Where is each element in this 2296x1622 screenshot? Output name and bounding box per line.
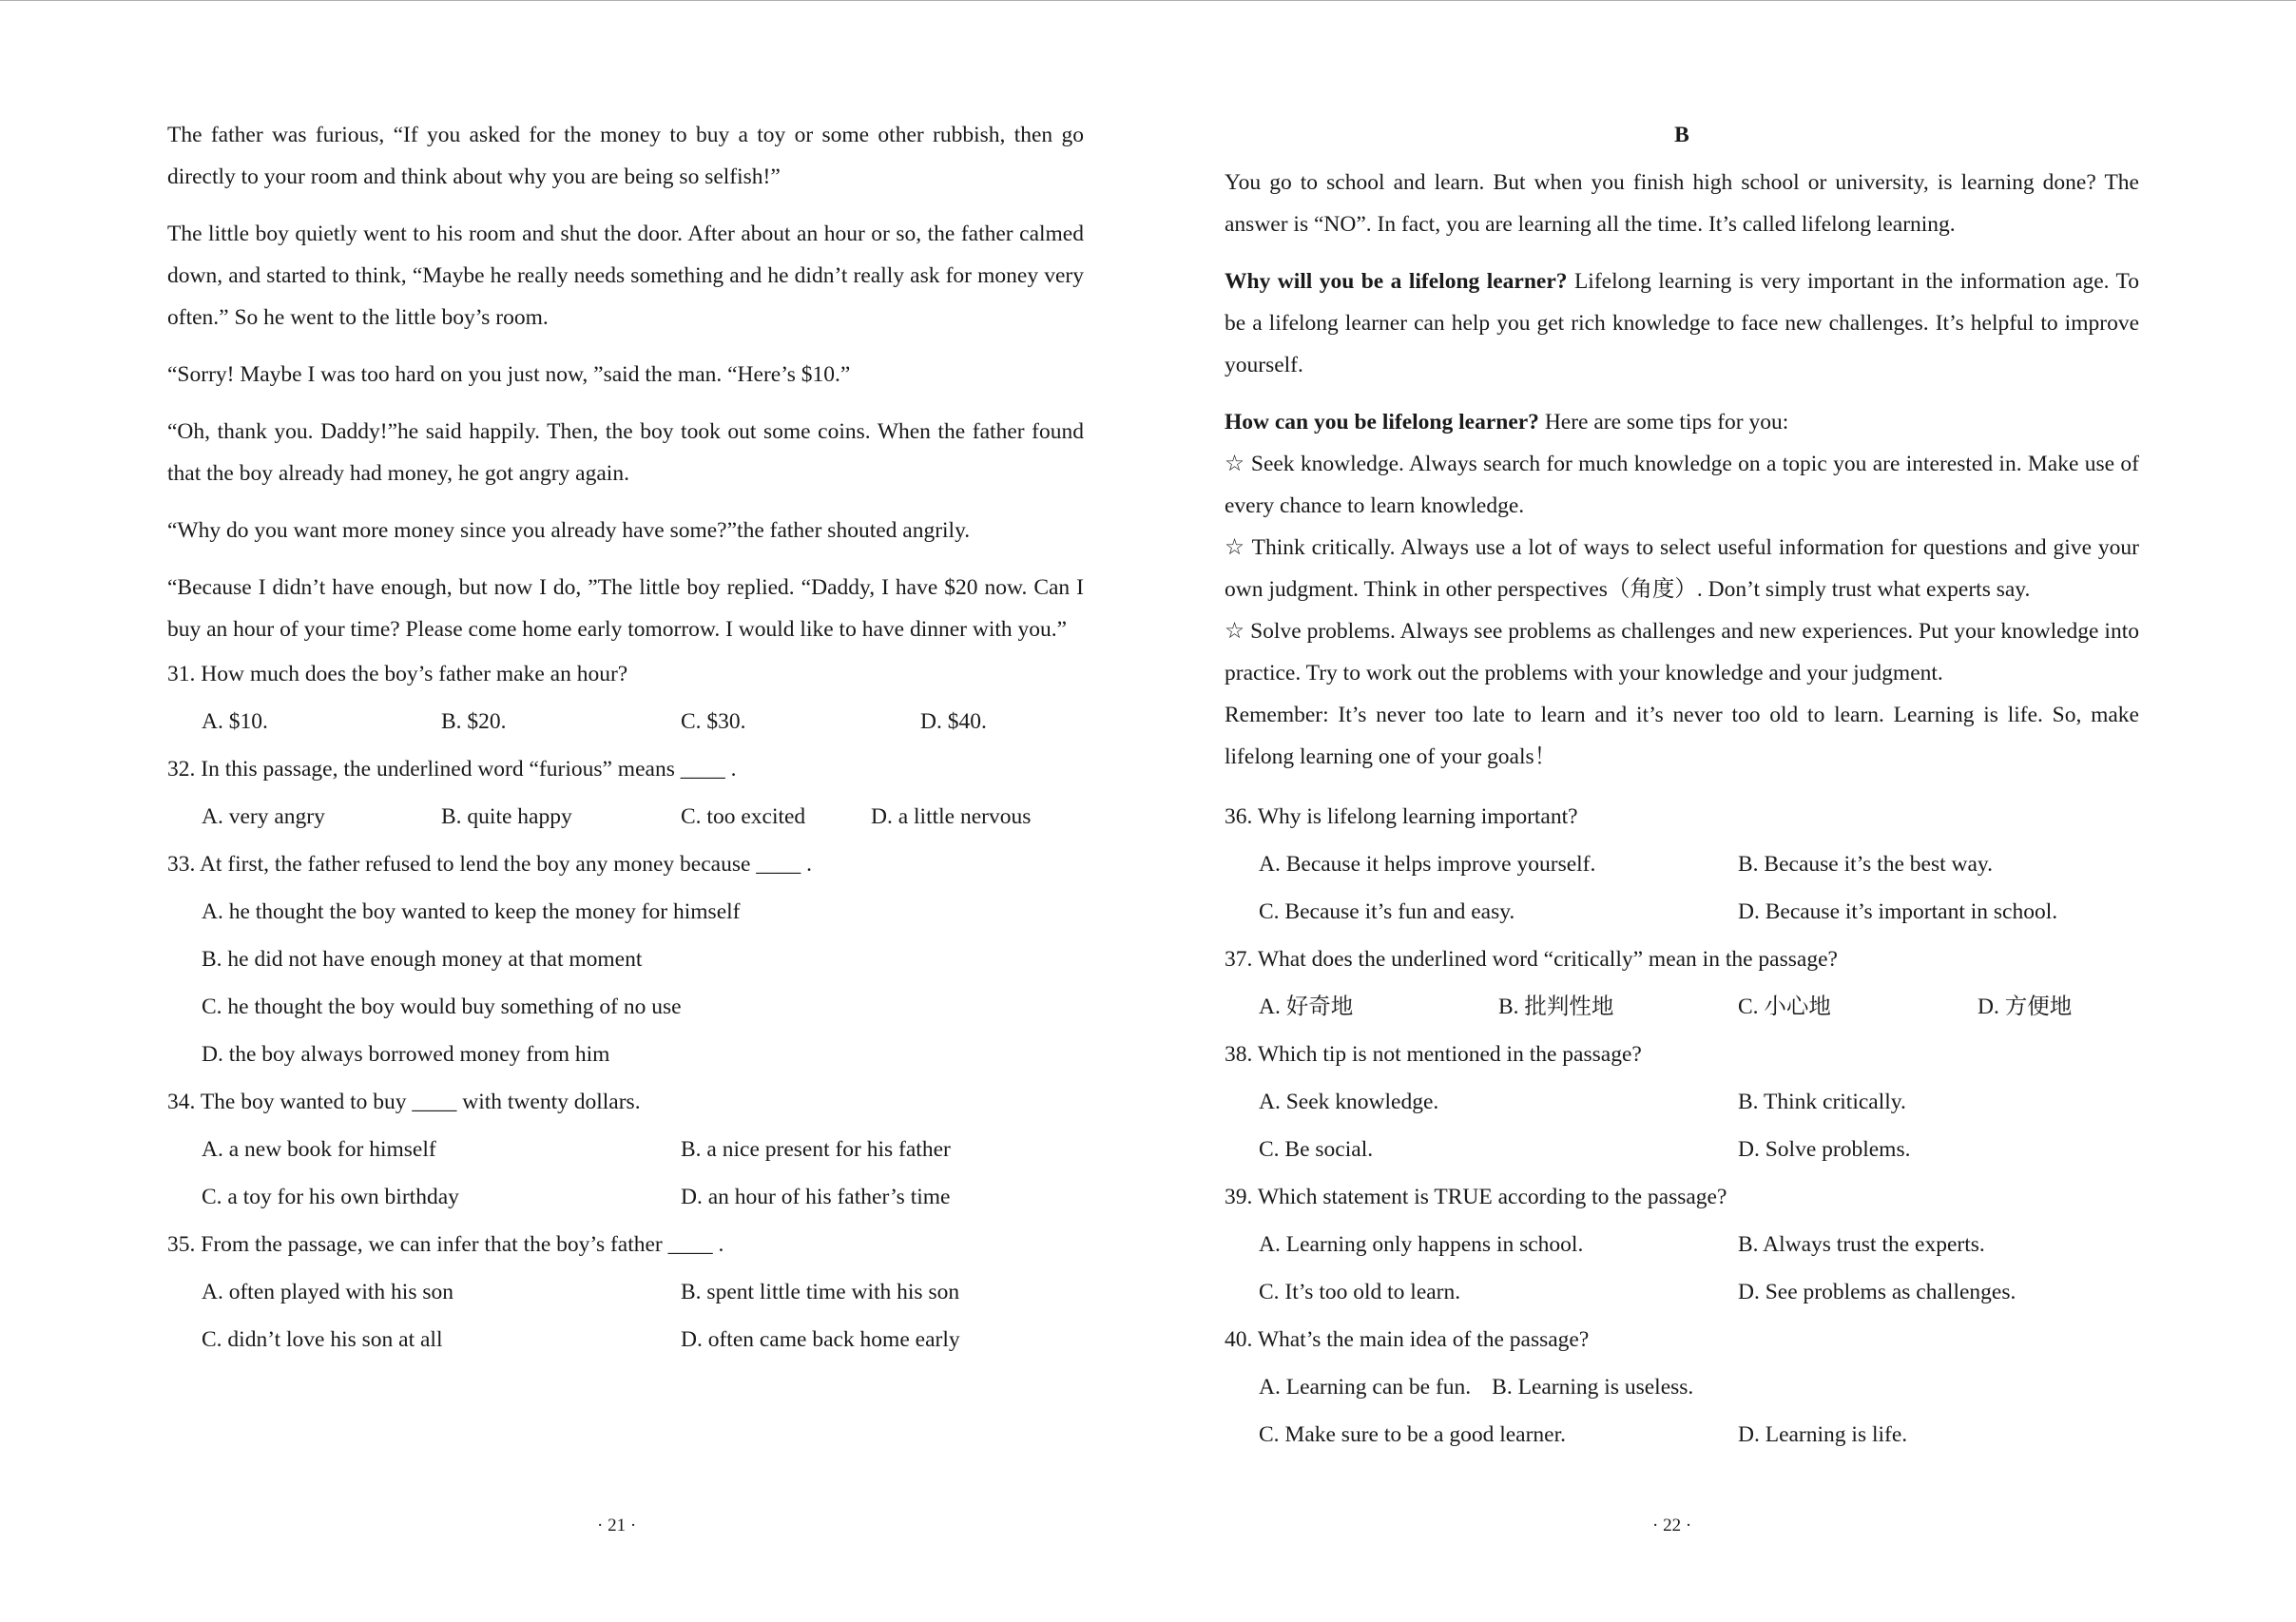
- why-paragraph: [1225, 261, 2139, 386]
- passage-paragraph: “Oh, thank you. Daddy!”he said happily. Then, the boy took out some coins. When the father found that the boy already had money, he got angry again.: [167, 419, 1084, 486]
- question-31: [167, 650, 1084, 745]
- option-b: B. Always trust the experts.: [1738, 1232, 1985, 1257]
- how-heading: How can you be lifelong learner?: [1225, 410, 1539, 434]
- option-row: [1259, 1268, 2139, 1316]
- option-b: B. Learning is useless.: [1492, 1375, 1694, 1400]
- tip-item: ☆ Solve problems. Always see problems as challenges and new experiences. Put your knowledge into practice. Try to work out the problems with your knowledge and your judgment.: [1225, 619, 2139, 685]
- option-c: C. 小心地: [1738, 994, 1831, 1019]
- question-stem: 34. The boy wanted to buy ____ with twenty dollars.: [167, 1090, 641, 1114]
- passage-paragraph: “Because I didn’t have enough, but now I do, ”The little boy replied. “Daddy, I have $20 now. Can I buy an hour of your time? Please come home early tomorrow. I would like to have dinner with you.”: [167, 575, 1084, 642]
- option-a: A. a new book for himself: [202, 1137, 436, 1162]
- option-c: C. didn’t love his son at all: [202, 1327, 443, 1352]
- option-a: A. Learning only happens in school.: [1259, 1232, 1584, 1257]
- question-stem: 39. Which statement is TRUE according to the passage?: [1225, 1185, 1727, 1209]
- option-d: D. Solve problems.: [1738, 1137, 1911, 1162]
- passage-paragraph: The father was furious, “If you asked for the money to buy a toy or some other rubbish, then go directly to your room and think about why you are being so selfish!”: [167, 123, 1084, 189]
- option-c: C. he thought the boy would buy something of no use: [202, 994, 682, 1019]
- option-row: [1259, 840, 2139, 888]
- option-a: A. Learning can be fun.: [1259, 1375, 1472, 1400]
- question-stem: 36. Why is lifelong learning important?: [1225, 804, 1578, 829]
- question-37: [1225, 936, 2139, 1031]
- option-d: D. Learning is life.: [1738, 1422, 1908, 1447]
- option-d: D. Because it’s important in school.: [1738, 899, 2058, 924]
- question-40: [1225, 1316, 2139, 1458]
- page-number-left: · 21 ·: [597, 1516, 637, 1535]
- option-a: A. 好奇地: [1259, 994, 1354, 1019]
- intro-paragraph: You go to school and learn. But when you finish high school or university, is learning done? The answer is “NO”. In fact, you are learning all the time. It’s called lifelong learning.: [1225, 170, 2139, 237]
- question-stem: 40. What’s the main idea of the passage?: [1225, 1327, 1590, 1352]
- option-row: [1259, 1221, 2139, 1268]
- option-b: B. Think critically.: [1738, 1090, 1906, 1114]
- option-c: C. Be social.: [1259, 1137, 1374, 1162]
- option-c: C. Because it’s fun and easy.: [1259, 899, 1515, 924]
- question-39: [1225, 1173, 2139, 1316]
- top-border: [0, 0, 2296, 1]
- option-d: D. the boy always borrowed money from him: [202, 1042, 610, 1067]
- question-stem: 35. From the passage, we can infer that the boy’s father ____ .: [167, 1232, 724, 1257]
- option-c: C. Make sure to be a good learner.: [1259, 1422, 1567, 1447]
- left-page-column: [167, 114, 1084, 1363]
- option-d: D. $40.: [920, 709, 987, 734]
- question-33: [167, 840, 1084, 1078]
- option-d: D. a little nervous: [871, 804, 1032, 829]
- section-title: B: [1674, 123, 1689, 147]
- option-a: A. Because it helps improve yourself.: [1259, 852, 1596, 877]
- how-text: Here are some tips for you:: [1538, 410, 1789, 434]
- option-row: [202, 698, 1084, 745]
- option-row: [1259, 983, 2139, 1031]
- option-c: C. a toy for his own birthday: [202, 1185, 459, 1209]
- right-page-column: [1225, 114, 2139, 1458]
- option-d: D. 方便地: [1978, 994, 2073, 1019]
- option-row: [202, 1173, 1084, 1221]
- option-row: [202, 793, 1084, 840]
- option-d: D. an hour of his father’s time: [681, 1185, 951, 1209]
- question-34: [167, 1078, 1084, 1221]
- page-number-right: · 22 ·: [1652, 1516, 1692, 1535]
- question-stem: 31. How much does the boy’s father make an hour?: [167, 662, 628, 686]
- passage-paragraph: “Sorry! Maybe I was too hard on you just now, ”said the man. “Here’s $10.”: [167, 362, 851, 387]
- option-row: [1259, 888, 2139, 936]
- why-text: Lifelong learning is very important in the information age. To be a lifelong learner can help you get rich knowledge to face new challenges. It’s helpful to improve yourself.: [1225, 269, 2139, 377]
- option-a: A. very angry: [202, 804, 325, 829]
- option-d: D. See problems as challenges.: [1738, 1280, 2016, 1304]
- option-b: B. Because it’s the best way.: [1738, 852, 1994, 877]
- question-36: [1225, 793, 2139, 936]
- option-b: B. he did not have enough money at that moment: [202, 947, 643, 972]
- option-row: [1259, 1411, 2139, 1458]
- option-row: [1259, 1363, 2139, 1411]
- question-38: [1225, 1031, 2139, 1173]
- question-stem: 38. Which tip is not mentioned in the passage?: [1225, 1042, 1642, 1067]
- question-stem: 33. At first, the father refused to lend the boy any money because ____ .: [167, 852, 813, 877]
- option-c: C. $30.: [681, 709, 746, 734]
- tip-item: ☆ Seek knowledge. Always search for much knowledge on a topic you are interested in. Make use of every chance to learn knowledge.: [1225, 452, 2139, 518]
- option-row: [1259, 1078, 2139, 1126]
- option-row: [202, 1126, 1084, 1173]
- how-paragraph: [1225, 401, 2139, 443]
- option-a: A. $10.: [202, 709, 268, 734]
- option-a: A. often played with his son: [202, 1280, 453, 1304]
- passage-paragraph: “Why do you want more money since you already have some?”the father shouted angrily.: [167, 518, 971, 543]
- option-a: A. Seek knowledge.: [1259, 1090, 1439, 1114]
- tip-item: ☆ Think critically. Always use a lot of ways to select useful information for questions and give your own judgment. Think in other perspectives（角度）. Don’t simply trust what experts say.: [1225, 535, 2139, 602]
- option-b: B. quite happy: [441, 804, 572, 829]
- option-b: B. spent little time with his son: [681, 1280, 960, 1304]
- option-a: A. he thought the boy wanted to keep the money for himself: [202, 899, 741, 924]
- passage-paragraph: The little boy quietly went to his room and shut the door. After about an hour or so, the father calmed down, and started to think, “Maybe he really needs something and he didn’t really ask for money very often.” So he went to the little boy’s room.: [167, 222, 1084, 330]
- option-d: D. often came back home early: [681, 1327, 960, 1352]
- option-b: B. a nice present for his father: [681, 1137, 951, 1162]
- option-b: B. 批判性地: [1498, 994, 1614, 1019]
- question-stem: 32. In this passage, the underlined word “furious” means ____ .: [167, 757, 737, 782]
- option-b: B. $20.: [441, 709, 507, 734]
- option-row: [202, 1268, 1084, 1316]
- why-heading: Why will you be a lifelong learner?: [1225, 269, 1568, 294]
- option-row: [1259, 1126, 2139, 1173]
- question-stem: 37. What does the underlined word “critically” mean in the passage?: [1225, 947, 1838, 972]
- option-c: C. It’s too old to learn.: [1259, 1280, 1461, 1304]
- option-c: C. too excited: [681, 804, 806, 829]
- remember-paragraph: Remember: It’s never too late to learn and it’s never too old to learn. Learning is life. So, make lifelong learning one of your goals！: [1225, 703, 2139, 769]
- question-35: [167, 1221, 1084, 1363]
- question-32: [167, 745, 1084, 840]
- option-row: [202, 1316, 1084, 1363]
